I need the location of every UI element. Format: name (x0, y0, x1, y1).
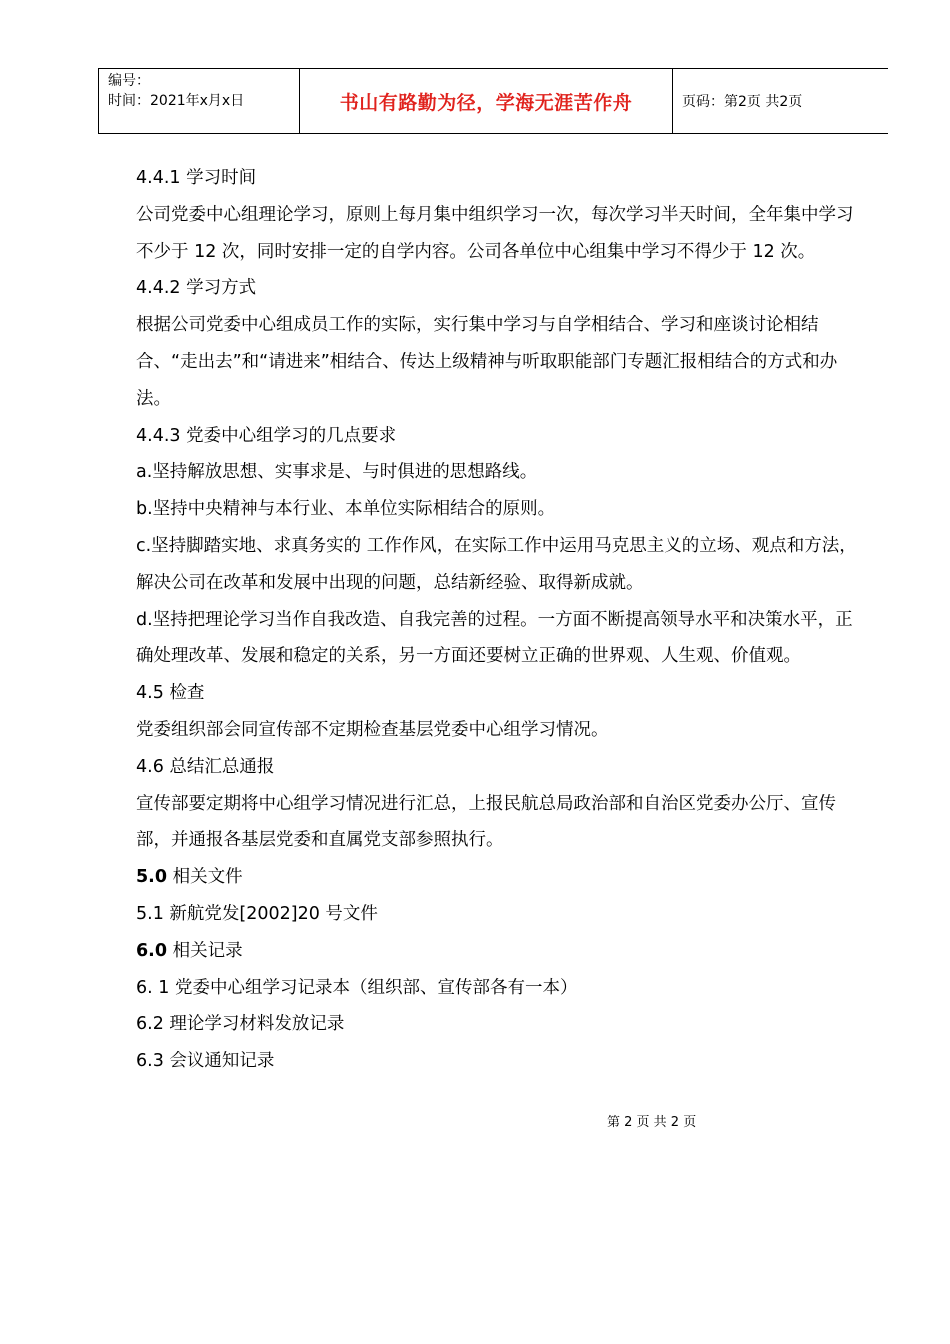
header-page-number: 页码：第2页 共2页 (682, 94, 803, 110)
paragraph-study-method: 根据公司党委中心组成员工作的实际，实行集中学习与自学相结合、学习和座谈讨论相结合、“走出去”和“请进来”相结合、传达上级精神与听取职能部门专题汇报相结合的方式和办法。 (136, 315, 838, 409)
section-number-5-0: 5.0 (136, 867, 168, 888)
time-label: 时间：2021年x月x日 (108, 93, 245, 109)
section-heading-4-4-1: 4.4.1 学习时间 (136, 168, 257, 188)
section-heading-4-4-3: 4.4.3 党委中心组学习的几点要求 (136, 425, 397, 446)
requirement-item-a: a.坚持解放思想、实事求是、与时俱进的思想路线。 (136, 462, 538, 483)
footer-page-number: 第 2 页 共 2 页 (607, 1115, 697, 1130)
related-record-6-1: 6. 1 党委中心组学习记录本（组织部、宣传部各有一本） (136, 977, 578, 998)
document-header (98, 68, 888, 134)
header-motto-cell (300, 69, 673, 133)
requirement-item-d: d.坚持把理论学习当作自我改造、自我完善的过程。一方面不断提高领导水平和决策水平，正确处理改革、发展和稳定的关系，另一方面还要树立正确的世界观、人生观、价值观。 (136, 609, 853, 667)
paragraph-study-time: 公司党委中心组理论学习，原则上每月集中组织学习一次，每次学习半天时间，全年集中学习不少于 12 次，同时安排一定的自学内容。公司各单位中心组集中学习不得少于 12 次。 (136, 204, 854, 262)
section-heading-4-4-2: 4.4.2 学习方式 (136, 278, 257, 299)
related-document-5-1: 5.1 新航党发[2002]20 号文件 (136, 903, 378, 924)
section-title-6-0: 相关记录 (167, 940, 243, 961)
section-number-6-0: 6.0 (136, 940, 168, 961)
paragraph-inspection: 党委组织部会同宣传部不定期检查基层党委中心组学习情况。 (136, 719, 609, 740)
section-heading-4-6: 4.6 总结汇总通报 (136, 756, 275, 777)
motto-text: 书山有路勤为径，学海无涯苦作舟 (339, 91, 633, 114)
serial-number-label: 编号： (108, 73, 150, 89)
section-heading-4-5: 4.5 检查 (136, 683, 205, 704)
header-info-cell (99, 69, 300, 133)
requirement-item-c: c.坚持脚踏实地、求真务实的 工作作风，在实际工作中运用马克思主义的立场、观点和方法，解决公司在改革和发展中出现的问题，总结新经验、取得新成就。 (136, 535, 857, 593)
related-record-6-2: 6.2 理论学习材料发放记录 (136, 1014, 345, 1035)
requirement-item-b: b.坚持中央精神与本行业、本单位实际相结合的原则。 (136, 499, 556, 520)
section-heading-6-0 (136, 933, 866, 970)
document-body (136, 160, 866, 1080)
paragraph-summary-report: 宣传部要定期将中心组学习情况进行汇总，上报民航总局政治部和自治区党委办公厅、宣传部，并通报各基层党委和直属党支部参照执行。 (136, 793, 836, 851)
section-heading-5-0 (136, 859, 866, 896)
header-page-cell (673, 69, 889, 133)
section-title-5-0: 相关文件 (167, 867, 243, 888)
related-record-6-3: 6.3 会议通知记录 (136, 1051, 275, 1072)
